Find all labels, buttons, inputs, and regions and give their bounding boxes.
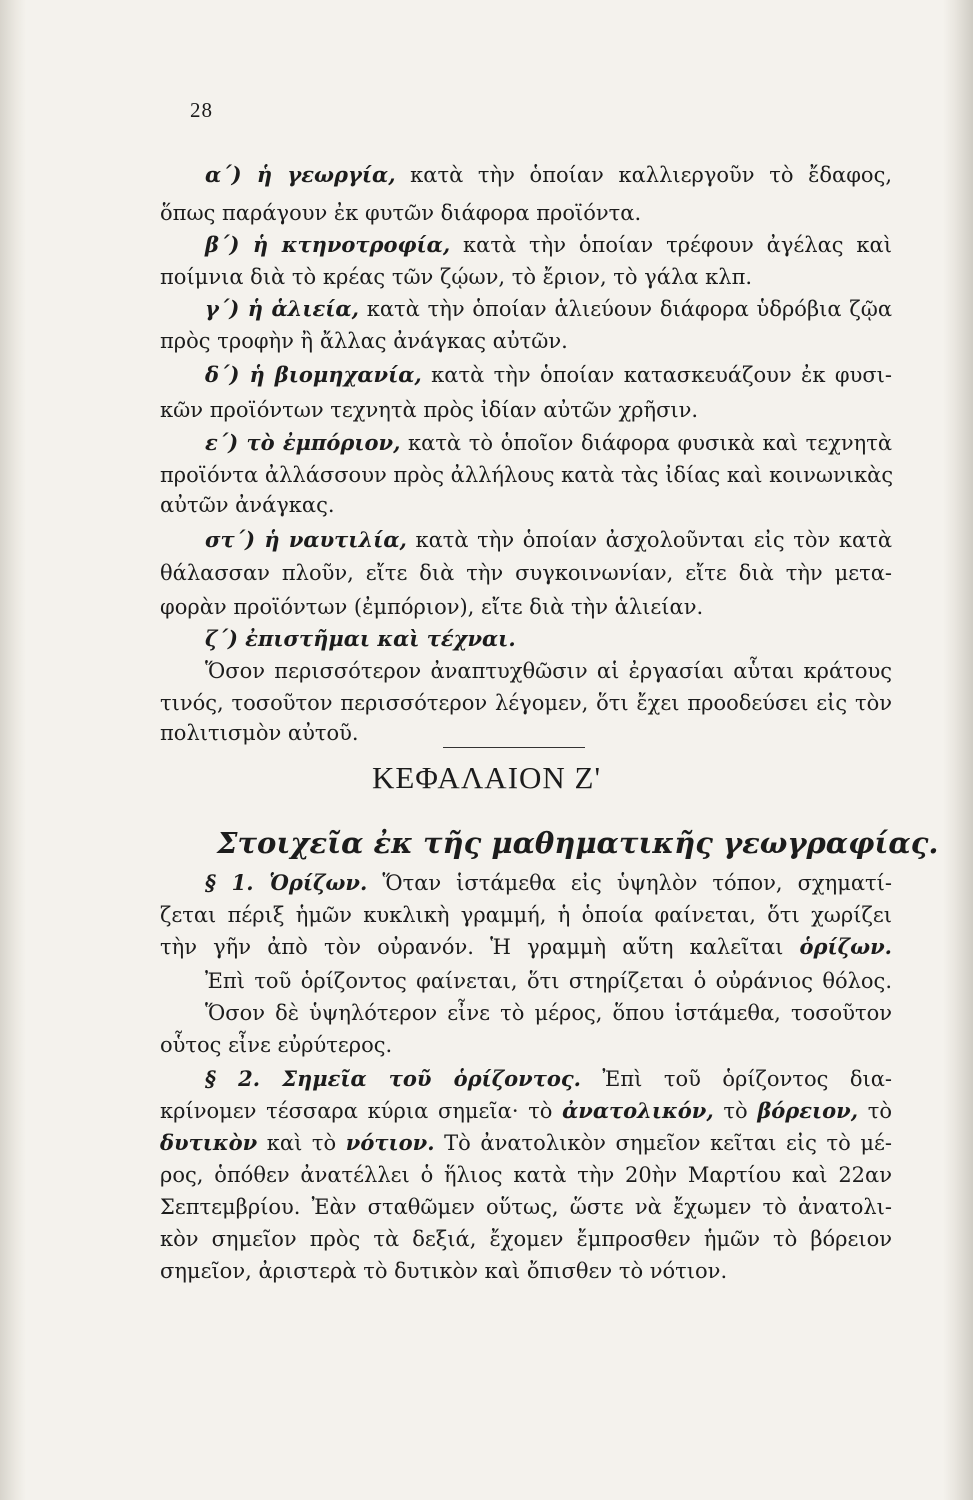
line-text: ρος, ὁπόθεν ἀνατέλλει ὁ ἥλιος κατὰ τὴν 20ὴν Μαρτίου καὶ 22αν <box>160 1163 892 1187</box>
text-line <box>160 1030 392 1060</box>
text-line <box>160 1224 892 1254</box>
line-text: κατὰ τὴν ὁποίαν τρέφουν ἀγέλας καὶ <box>450 233 892 257</box>
line-text: κρίνομεν τέσσαρα κύρια σημεῖα· τὸ <box>160 1099 563 1123</box>
line-text: κατὰ τὴν ὁποίαν κατασκευάζουν ἐκ φυσι- <box>421 363 892 387</box>
page-shadow-left <box>0 0 26 1500</box>
line-text: ζεται πέριξ ἡμῶν κυκλικὴ γραμμή, ἡ ὁποία φαίνεται, ὅτι χωρίζει <box>160 903 892 927</box>
text-line <box>205 230 892 260</box>
text-line <box>160 490 335 520</box>
line-text: τινός, τοσοῦτον περισσότερον λέγομεν, ὅτι ἔχει προοδεύσει εἰς τὸν <box>160 691 892 715</box>
emphasis-term: στ΄) ἡ ναυτιλία, <box>205 527 407 552</box>
emphasis-term: β΄) ἡ κτηνοτροφία, <box>205 232 451 257</box>
section-heading: Στοιχεῖα ἐκ τῆς μαθηματικῆς γεωγραφίας. <box>217 826 939 860</box>
line-text: προϊόντα ἀλλάσσουν πρὸς ἀλλήλους κατὰ τὰς ἰδίας καὶ κοινωνικὰς <box>160 463 894 487</box>
line-text: πρὸς τροφὴν ἢ ἄλλας ἀνάγκας αὐτῶν. <box>160 329 568 353</box>
text-line <box>205 360 892 390</box>
line-text: καὶ τὸ <box>257 1131 346 1155</box>
line-text: Σεπτεμβρίου. Ἐὰν σταθῶμεν οὕτως, ὥστε νὰ ἔχωμεν τὸ ἀνατολι- <box>160 1195 892 1219</box>
text-line <box>160 558 892 588</box>
text-line <box>160 460 892 490</box>
text-line <box>160 592 703 622</box>
line-text: Ὅσον δὲ ὑψηλότερον εἶνε τὸ μέρος, ὅπου ἱστάμεθα, τοσοῦτον <box>205 1001 892 1025</box>
line-text: Τὸ ἀνατολικὸν σημεῖον κεῖται εἰς τὸ μέ- <box>434 1131 892 1155</box>
text-line <box>205 1064 892 1094</box>
emphasis-term: δυτικὸν <box>160 1130 258 1155</box>
text-line <box>160 326 568 356</box>
text-line <box>160 1256 727 1286</box>
text-line <box>160 1192 892 1222</box>
line-text: θάλασσαν πλοῦν, εἴτε διὰ τὴν συγκοινωνίαν, εἴτε διὰ τὴν μετα- <box>160 561 892 585</box>
emphasis-term: ἀνατολικόν, <box>562 1098 714 1123</box>
line-text: οὗτος εἶνε εὐρύτερος. <box>160 1033 393 1057</box>
line-text: Ὅσον περισσότερον ἀναπτυχθῶσιν αἱ ἐργασίαι αὗται κράτους <box>205 659 892 683</box>
text-line <box>205 294 892 324</box>
text-line <box>160 688 892 718</box>
line-text: ὅπως παράγουν ἐκ φυτῶν διάφορα προϊόντα. <box>160 201 642 225</box>
line-text: πολιτισμὸν αὐτοῦ. <box>160 721 359 745</box>
line-text: κῶν προϊόντων τεχνητὰ πρὸς ἰδίαν αὐτῶν χρῆσιν. <box>160 398 699 422</box>
line-text: κατὰ τὴν ὁποίαν ἁλιεύουν διάφορα ὑδρόβια ζῷα <box>358 297 893 321</box>
line-text: τὸ <box>713 1099 758 1123</box>
text-line <box>205 525 892 555</box>
text-line <box>160 262 752 292</box>
separator-rule <box>443 747 585 748</box>
line-text: κατὰ τὴν ὁποίαν ἀσχολοῦνται εἰς τὸν κατὰ <box>406 528 892 552</box>
text-line <box>205 624 892 654</box>
text-line <box>205 428 892 458</box>
line-text: κὸν σημεῖον πρὸς τὰ δεξιά, ἔχομεν ἔμπροσθεν ἡμῶν τὸ βόρειον <box>160 1227 892 1251</box>
emphasis-term: ὁρίζων. <box>799 934 892 959</box>
text-line <box>205 966 892 996</box>
emphasis-term: ε΄) τὸ ἐμπόριον, <box>205 430 401 455</box>
text-line <box>205 656 892 686</box>
emphasis-term: δ΄) ἡ βιομηχανία, <box>205 362 422 387</box>
emphasis-term: ζ΄) ἐπιστῆμαι καὶ τέχναι. <box>205 626 516 651</box>
line-text: κατὰ τὴν ὁποίαν καλλιεργοῦν τὸ ἔδαφος, <box>395 163 893 187</box>
paragraph-heading: § 2. Σημεῖα τοῦ ὁρίζοντος. <box>205 1066 581 1091</box>
emphasis-term: γ΄) ἡ ἁλιεία, <box>205 296 359 321</box>
line-text: ποίμνια διὰ τὸ κρέας τῶν ζῴων, τὸ ἔριον, τὸ γάλα κλπ. <box>160 265 753 289</box>
emphasis-term: βόρειον, <box>757 1098 859 1123</box>
text-line <box>205 998 892 1028</box>
text-line <box>205 160 892 190</box>
paragraph-heading: § 1. Ὁρίζων. <box>205 870 368 895</box>
text-line <box>160 932 892 962</box>
page-number: 28 <box>190 98 213 122</box>
text-line <box>205 868 892 898</box>
line-text: κατὰ τὸ ὁποῖον διάφορα φυσικὰ καὶ τεχνητὰ <box>400 431 892 455</box>
emphasis-term: α΄) ἡ γεωργία, <box>205 162 396 187</box>
text-line <box>160 900 892 930</box>
line-text: Ἐπὶ τοῦ ὁρίζοντος δια- <box>580 1067 892 1091</box>
text-line <box>160 1160 892 1190</box>
line-text: τὴν γῆν ἀπὸ τὸν οὐρανόν. Ἡ γραμμὴ αὕτη καλεῖται <box>160 935 800 959</box>
text-line <box>160 198 641 228</box>
line-text: σημεῖον, ἀριστερὰ τὸ δυτικὸν καὶ ὄπισθεν τὸ νότιον. <box>160 1259 728 1283</box>
emphasis-term: νότιον. <box>345 1130 435 1155</box>
line-text: Ἐπὶ τοῦ ὁρίζοντος φαίνεται, ὅτι στηρίζεται ὁ οὐράνιος θόλος. <box>205 969 892 993</box>
text-line <box>160 718 359 748</box>
line-text: αὐτῶν ἀνάγκας. <box>160 493 335 517</box>
line-text: φορὰν προϊόντων (ἐμπόριον), εἴτε διὰ τὴν ἁλιείαν. <box>160 595 704 619</box>
text-line <box>160 1096 892 1126</box>
page-shadow-right <box>943 0 973 1500</box>
chapter-heading: ΚΕΦΑΛΑΙΟΝ Ζ' <box>371 760 602 795</box>
line-text: τὸ <box>858 1099 892 1123</box>
text-line <box>160 395 698 425</box>
text-line <box>160 1128 892 1158</box>
line-text: Ὅταν ἱστάμεθα εἰς ὑψηλὸν τόπον, σχηματί- <box>367 871 892 895</box>
